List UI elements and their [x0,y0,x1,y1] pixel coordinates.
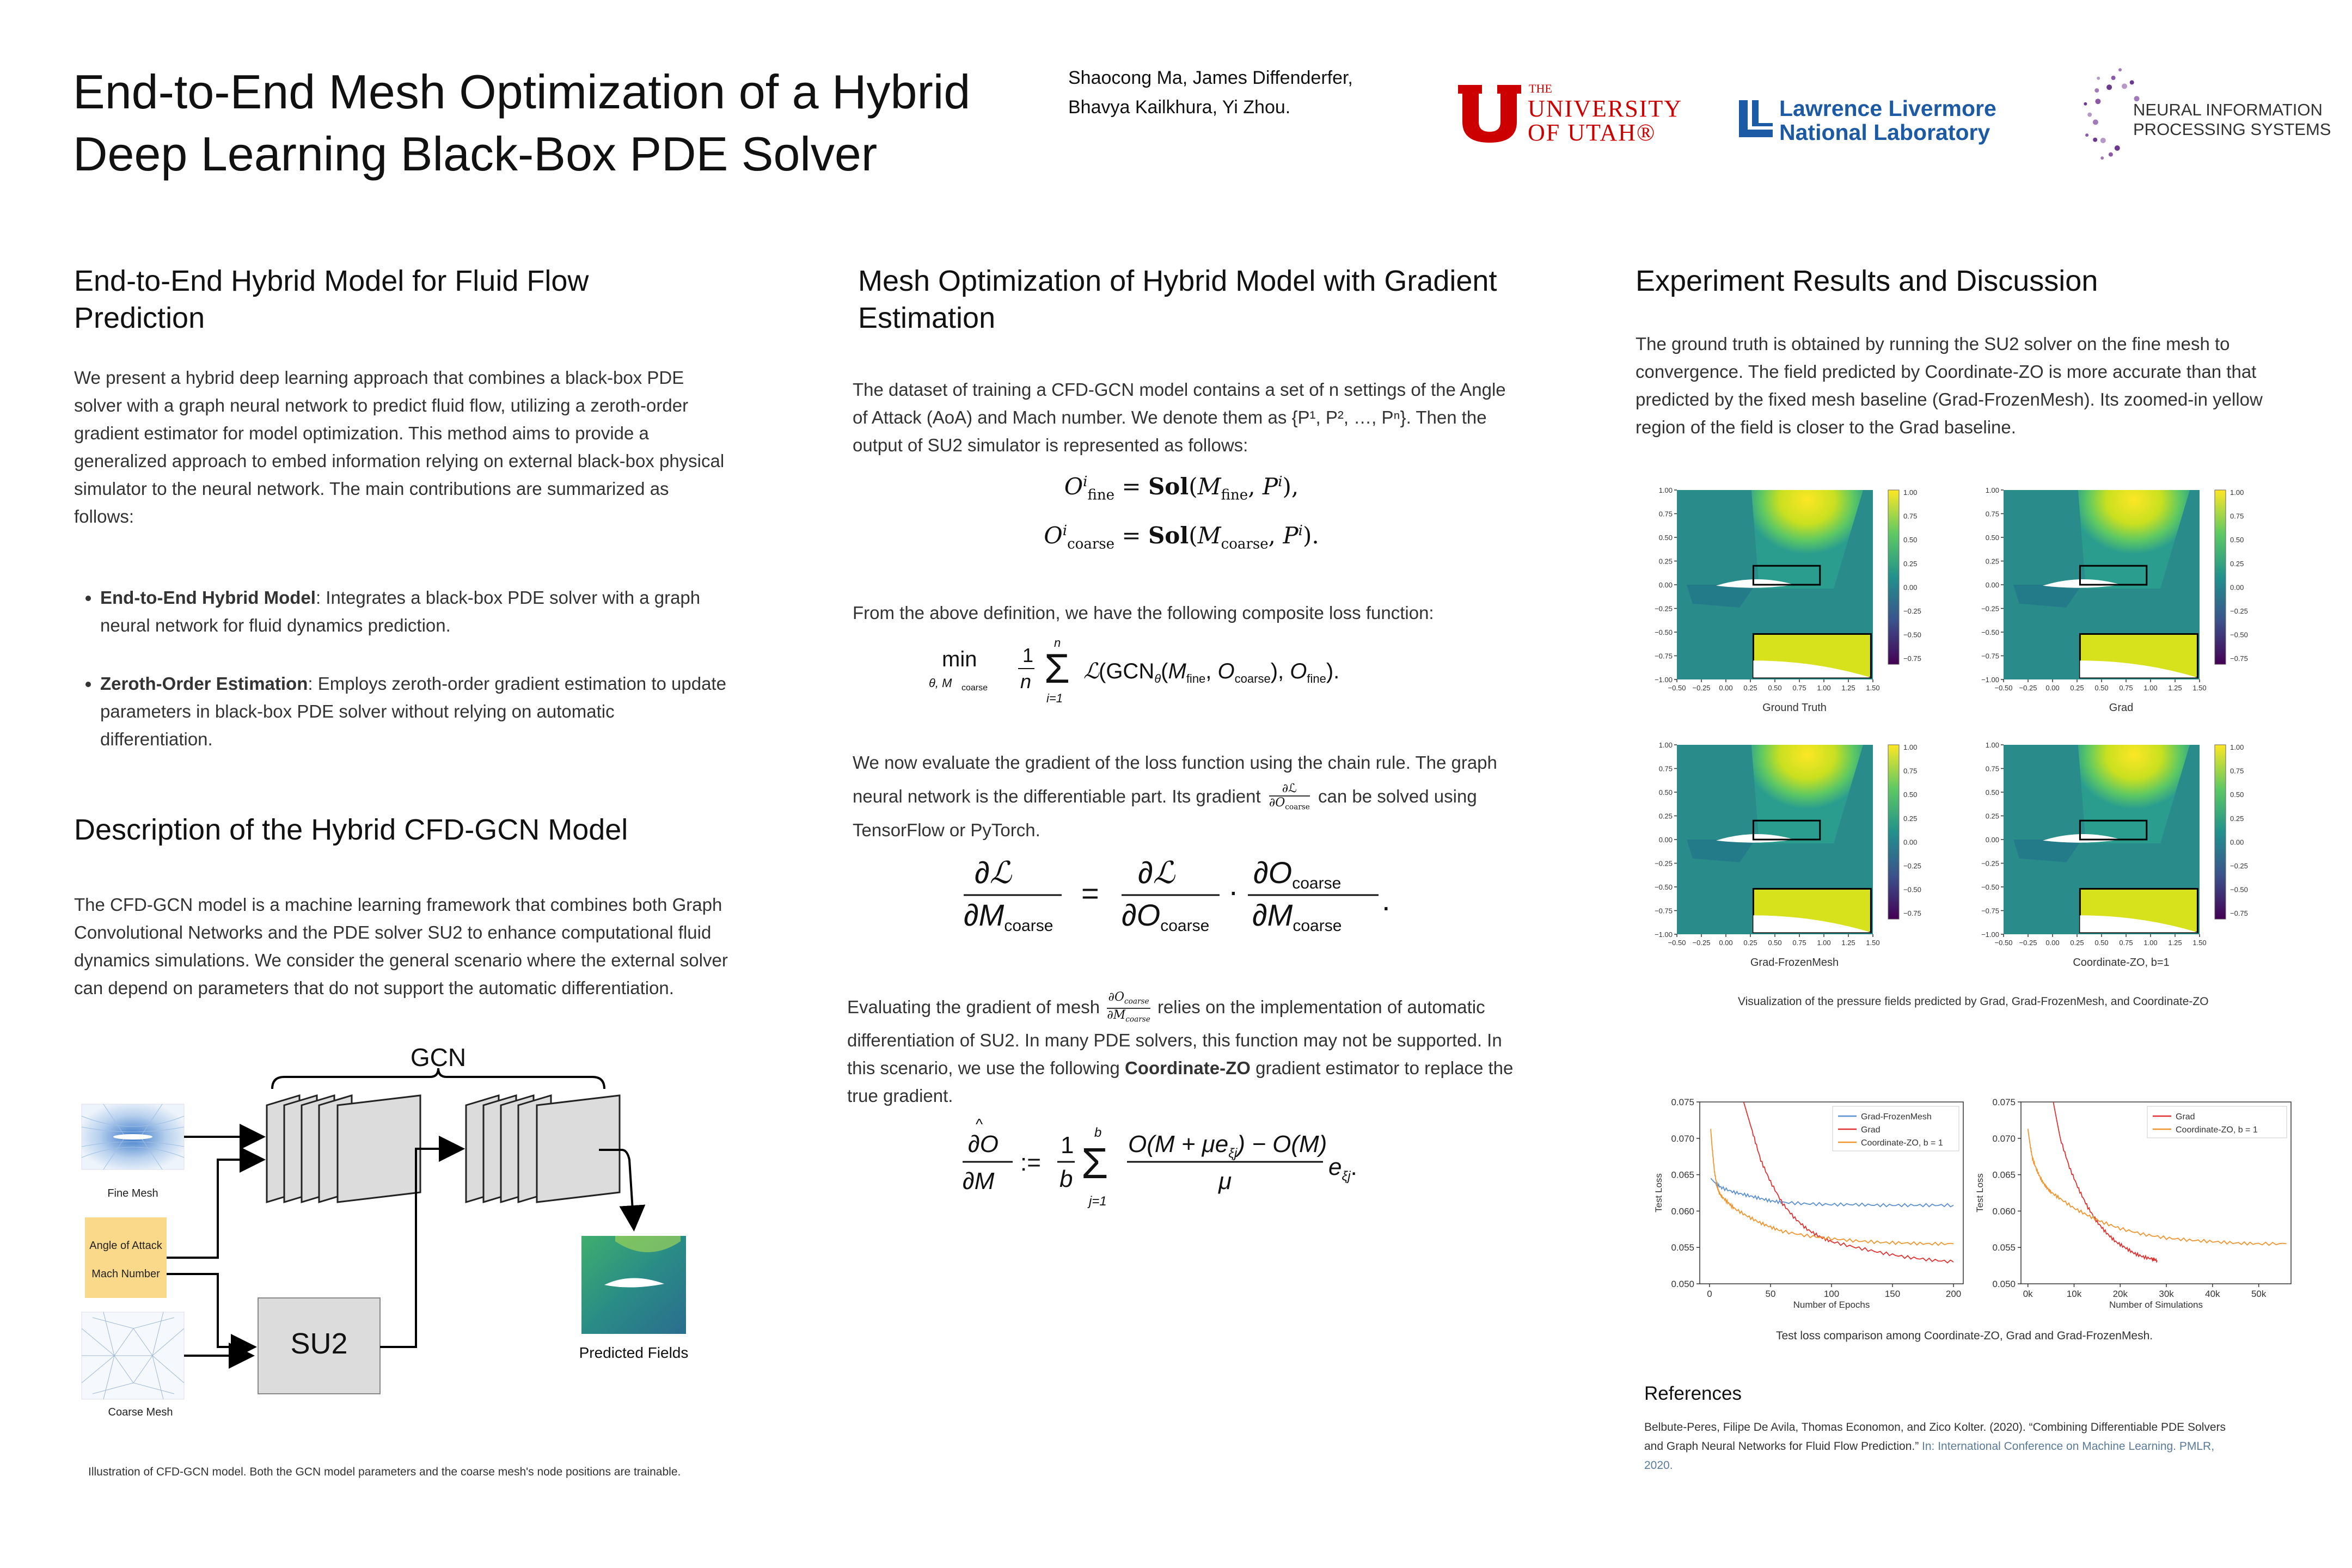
colorbar-tick: 1.00 [2230,743,2244,751]
gcn-brace [272,1068,604,1089]
field-x-tick: 0.50 [1768,939,1782,947]
field-y-tick: −0.25 [1981,604,1999,613]
svg-text:(GCNθ(Mfine, Ocoarse), Ofine).: ($GCN_\theta(M_{fine}$, $O_{coarse}$), $O_{fine}$). [1099,659,1340,685]
field-x-tick: 1.00 [2143,684,2158,692]
svg-text:·: · [1228,874,1239,908]
field-y-tick: 0.00 [1658,836,1673,844]
svg-text:O(M + μeξj) − O(M): $O(M + \mu e_{\xi j}) - O(M)$ [1128,1131,1327,1161]
neurips-dot [2115,145,2120,151]
pressure-field-panel [1981,486,2248,714]
y-tick-label: 0.055 [1992,1242,2016,1253]
predicted-field-image [581,1236,686,1334]
chain-rule-paragraph [853,746,1517,847]
section-heading-hybrid-model: End-to-End Hybrid Model for Fluid Flow Prediction [74,265,589,334]
field-y-tick: −0.75 [1655,652,1673,660]
svg-text:coarse: coarse [961,683,988,693]
colorbar-tick: 1.00 [1903,743,1918,751]
field-x-tick: 1.50 [2192,939,2207,947]
svg-text:i=1: i=1 [1046,691,1063,705]
x-tick-label: 50k [2251,1289,2267,1299]
neurips-dots-icon [2080,64,2140,173]
field-y-tick: −0.25 [1981,859,1999,868]
field-x-tick: −0.25 [1692,684,1711,692]
dataset-paragraph: The dataset of training a CFD-GCN model contains a set of n settings of the Angle of Attack (AoA) and Mach number. We denote them as {P¹, P², …, Pⁿ}. Then the output of SU2 simulator is represented as follows: [853,379,1506,455]
field-x-tick: 0.00 [2045,939,2060,947]
x-axis-label: Number of Epochs [1793,1300,1870,1310]
field-x-tick: 0.25 [1743,939,1757,947]
colorbar-tick: 0.00 [2230,838,2244,847]
neurips-dot [2095,99,2100,104]
field-y-tick: −1.00 [1981,676,1999,684]
svg-text:∂Mcoarse: ∂Mcoarse [964,898,1054,935]
colorbar-tick: −0.25 [2230,862,2248,870]
section-heading-mesh-optimization: Mesh Optimization of Hybrid Model with Gradient Estimation [858,265,1497,334]
test-loss-epochs-chart [1639,1094,1976,1312]
field-y-tick: −0.25 [1655,859,1673,868]
svg-text:^: ^ [976,1116,983,1132]
equation-coarse-output: $O^i_{coarse} = Sol(M_{coarse}$, $P^i$). [1044,522,1319,553]
svg-text:j=1: j=1 [1089,1194,1107,1209]
field-x-tick: 0.25 [1743,684,1757,692]
field-y-tick: −0.50 [1655,628,1673,636]
cfd-gcn-description: The CFD-GCN model is a machine learning framework that combines both Graph Convolutional Networks and the PDE solver SU2 to enhance computational fluid dynamics simulations. We consider the general scenario where the external solver can depend on parameters that do not support the automatic differentiation. [74,895,728,998]
llnl-emblem-icon [1737,97,1775,140]
field-y-tick: 0.25 [1658,812,1673,820]
colorbar-tick: −0.50 [2230,630,2248,639]
colorbar-tick: −0.75 [1903,654,1921,663]
title-line-1: End-to-End Mesh Optimization of a Hybrid [73,65,971,119]
field-y-tick: 1.00 [1985,741,1999,749]
references-heading: References [1644,1383,1742,1404]
field-x-tick: 1.25 [1841,684,1855,692]
svg-text:Σ: Σ [1044,646,1070,692]
field-y-tick: 0.00 [1985,836,1999,844]
pressure-field-panel [1655,486,1921,714]
field-y-tick: 0.50 [1985,534,1999,542]
y-tick-label: 0.050 [1671,1279,1694,1289]
field-y-tick: 1.00 [1658,741,1673,749]
colorbar [1888,745,1899,919]
colorbar-tick: 0.00 [1903,583,1918,592]
contribution-item-1 [100,584,727,639]
colorbar-tick: −0.50 [1903,885,1921,894]
composite-loss-equation [926,634,1470,710]
colorbar [1888,490,1899,664]
colorbar-tick: −0.50 [1903,630,1921,639]
neurips-dot [2094,88,2099,93]
y-tick-label: 0.065 [1671,1169,1694,1180]
field-y-tick: −0.25 [1655,604,1673,613]
colorbar-tick: −0.75 [1903,909,1921,918]
x-tick-label: 100 [1823,1289,1840,1299]
field-x-tick: 0.75 [2119,939,2133,947]
inline-mesh-gradient-fraction: $\partial O_{coarse}$ $\partial M_{coarse}$ [1107,990,1150,1024]
colorbar-tick: 0.50 [2230,791,2244,799]
field-panel-label: Coordinate-ZO, b=1 [2073,957,2170,969]
field-x-tick: 0.75 [1792,939,1806,947]
svg-text:eξj.: $e_{\xi j}$. [1328,1154,1357,1184]
colorbar-tick: −0.75 [2230,909,2248,918]
neurips-line-2: PROCESSING SYSTEMS [2133,120,2331,139]
colorbar-tick: 1.00 [1903,488,1918,497]
colorbar-tick: 0.25 [2230,814,2244,823]
svg-text:=: = [1081,876,1099,910]
field-x-tick: −0.25 [1692,939,1711,947]
zo-text-a: Evaluating the gradient of mesh [847,997,1100,1018]
field-x-tick: 0.75 [2119,684,2133,692]
x-tick-label: 200 [1945,1289,1962,1299]
svg-text:∂Ocoarse: ∂Ocoarse [1253,855,1342,892]
colorbar-tick: 0.25 [1903,814,1918,823]
utah-small-text: THE [1529,82,1552,95]
colorbar-tick: 0.75 [1903,767,1918,775]
field-y-tick: 0.75 [1985,510,1999,518]
llnl-line-2: National Laboratory [1779,120,1990,145]
svg-text:1: 1 [1022,644,1034,666]
neurips-logo [2080,64,2336,173]
svg-text:∂ℒ: ∂ℒ [1138,855,1175,890]
colorbar-tick: −0.25 [1903,607,1921,615]
y-tick-label: 0.060 [1992,1206,2016,1217]
x-tick-label: 150 [1884,1289,1901,1299]
svg-text:min: min [942,647,977,671]
field-y-tick: 1.00 [1985,486,1999,494]
neurips-dot [2130,80,2134,84]
pressure-field-panel [1655,741,1921,969]
reference-entry [1644,1418,2238,1475]
chain-rule-text-a: We now evaluate the gradient of the loss function using the chain rule. The graph neural network is the differentiable part. Its gradient [853,752,1497,806]
y-axis-label: Test Loss [1653,1173,1664,1212]
field-x-tick: 0.25 [2070,939,2084,947]
field-x-tick: 0.75 [1792,684,1806,692]
field-y-tick: 1.00 [1658,486,1673,494]
llnl-line-1: Lawrence Livermore [1779,96,1996,121]
svg-text:∂M: ∂M [963,1168,995,1195]
svg-text:∂Ocoarse: ∂Ocoarse [1122,898,1210,935]
x-tick-label: 50 [1765,1289,1776,1299]
svg-text:b: b [1094,1125,1102,1140]
neurips-dot [2084,102,2087,106]
utah-logo [1457,82,1686,147]
contribution-1-title: End-to-End Hybrid Model [100,587,316,608]
predicted-fields-label: Predicted Fields [579,1344,689,1361]
svg-text:∂Mcoarse: ∂Mcoarse [1252,898,1342,935]
colorbar-tick: 0.50 [1903,536,1918,544]
field-panel-label: Grad [2109,702,2134,714]
su2-label: SU2 [290,1327,348,1360]
neurips-dot [2087,113,2092,117]
field-y-tick: −0.50 [1981,628,1999,636]
aoa-mach-box [85,1217,167,1298]
field-x-tick: 0.50 [2094,684,2109,692]
legend-entry: Grad [1861,1125,1881,1135]
field-x-tick: −0.50 [1994,684,2013,692]
field-x-tick: 0.50 [1768,684,1782,692]
x-tick-label: 0k [2023,1289,2033,1299]
neurips-dot [2093,119,2098,125]
zo-text-c: gradient estimator to replace the true gradient. [847,1057,1514,1106]
colorbar-tick: −0.50 [2230,885,2248,894]
svg-text:.: . [1382,883,1391,917]
coordinate-zo-paragraph [847,991,1522,1110]
svg-text:ℒ: ℒ [1083,659,1099,683]
svg-text:Σ: Σ [1081,1139,1108,1187]
field-x-tick: −0.25 [2019,939,2037,947]
field-y-tick: 0.75 [1985,764,1999,773]
colorbar [2215,490,2226,664]
field-x-tick: −0.50 [1668,684,1686,692]
colorbar-tick: 0.50 [1903,791,1918,799]
fine-mesh-image [82,1104,184,1169]
field-x-tick: 0.50 [2094,939,2109,947]
x-tick-label: 40k [2205,1289,2220,1299]
pressure-field-caption: Visualization of the pressure fields predicted by Grad, Grad-FrozenMesh, and Coordinate-ZO [1738,995,2209,1008]
field-y-tick: −0.50 [1655,883,1673,891]
colorbar-tick: 1.00 [2230,488,2244,497]
svg-text:∂O: ∂O [968,1131,999,1157]
svg-text:θ, M: θ, M [929,676,952,690]
colorbar-tick: 0.25 [1903,559,1918,568]
colorbar-tick: 0.00 [2230,583,2244,592]
field-x-tick: −0.50 [1994,939,2013,947]
field-y-tick: 0.50 [1658,788,1673,797]
chain-rule-text-b: can be solved using TensorFlow or PyTorch. [853,786,1477,840]
y-tick-label: 0.060 [1671,1206,1694,1217]
neurips-line-1: NEURAL INFORMATION [2133,100,2323,119]
utah-line-1: UNIVERSITY [1528,95,1682,122]
colorbar-tick: 0.25 [2230,559,2244,568]
x-tick-label: 30k [2159,1289,2174,1299]
x-tick-label: 10k [2066,1289,2082,1299]
aoa-label: Angle of Attack [89,1240,162,1252]
colorbar-tick: 0.75 [1903,512,1918,520]
field-x-tick: 1.00 [1817,939,1831,947]
su2-output-equations [882,464,1481,562]
legend-entry: Grad [2176,1112,2195,1122]
svg-text:n: n [1020,670,1032,693]
reference-text: Belbute-Peres, Filipe De Avila, Thomas Economon, and Zico Kolter. (2020). “Combining Differentiable PDE Solvers and Graph Neural Networks for Fluid Flow Prediction.” [1644,1421,2226,1453]
neurips-dot [2118,68,2122,71]
mach-label: Mach Number [91,1268,160,1280]
field-x-tick: 1.00 [1817,684,1831,692]
field-y-tick: 0.75 [1658,510,1673,518]
neurips-dot [2109,152,2113,157]
y-tick-label: 0.055 [1671,1242,1694,1253]
test-loss-caption: Test loss comparison among Coordinate-ZO, Grad and Grad-FrozenMesh. [1776,1330,2153,1342]
contributions-list [74,584,727,783]
utah-u-icon [1457,84,1522,145]
colorbar [2215,745,2226,919]
svg-text::=: := [1020,1149,1041,1176]
legend-entry: Grad-FrozenMesh [1861,1112,1932,1122]
y-tick-label: 0.075 [1671,1097,1694,1107]
field-x-tick: 1.50 [1866,939,1880,947]
test-loss-simulations-chart [1967,1094,2304,1312]
authors-line-2: Bhavya Kailkhura, Yi Zhou. [1068,97,1291,118]
svg-text:∂ℒ: ∂ℒ [975,855,1012,890]
pressure-field-panel [1981,741,2248,969]
field-y-tick: −1.00 [1655,676,1673,684]
utah-line-2: OF UTAH® [1528,119,1656,146]
diagram-caption: Illustration of CFD-GCN model. Both the GCN model parameters and the coarse mesh's node positions are trainable. [88,1466,681,1478]
section-heading-results: Experiment Results and Discussion [1636,265,2098,297]
svg-text:μ: μ [1218,1168,1232,1195]
y-tick-label: 0.050 [1992,1279,2016,1289]
neurips-dot [2085,133,2088,137]
neurips-dot [2097,77,2100,80]
legend-entry: Coordinate-ZO, b = 1 [1861,1138,1943,1148]
results-paragraph: The ground truth is obtained by running the SU2 solver on the fine mesh to convergence. The field predicted by Coordinate-ZO is more accurate than that predicted by the fixed mesh baseline (Grad-FrozenMesh). Its zoomed-in yellow region of the field is closer to the Grad baseline. [1636,334,2263,437]
field-y-tick: −1.00 [1655,930,1673,939]
neurips-dot [2111,76,2116,80]
field-x-tick: 1.00 [2143,939,2158,947]
svg-text:1: 1 [1061,1132,1074,1159]
contribution-item-2 [100,670,727,753]
x-axis-label: Number of Simulations [2109,1300,2203,1310]
cfd-gcn-diagram [71,1034,751,1426]
field-x-tick: 1.25 [2168,684,2182,692]
coordinate-zo-equation [958,1116,1448,1214]
gcn-output-layers [466,1095,620,1202]
field-y-tick: −0.75 [1655,906,1673,915]
fine-mesh-label: Fine Mesh [107,1187,158,1199]
field-y-tick: 0.50 [1985,788,1999,797]
colorbar-tick: 0.75 [2230,512,2244,520]
intro-paragraph: We present a hybrid deep learning approach that combines a black-box PDE solver with a graph neural network to predict fluid flow, utilizing a zeroth-order gradient estimator for model optimization. This method aims to provide a generalized approach to embed information relying on external black-box physical simulator to the neural network. The main contributions are summarized as follows: [74,367,725,526]
colorbar-tick: −0.25 [2230,607,2248,615]
field-y-tick: 0.00 [1658,581,1673,589]
field-x-tick: −0.25 [2019,684,2037,692]
y-tick-label: 0.065 [1992,1169,2016,1180]
neurips-dot [2122,83,2127,89]
field-x-tick: 1.50 [1866,684,1880,692]
reference-venue-link[interactable]: In: International Conference on Machine Learning. PMLR, 2020. [1644,1440,2215,1472]
pressure-field-figure [1644,479,2287,980]
contribution-2-text: : Employs zeroth-order gradient estimation to update parameters in black-box PDE solver without relying on automatic differentiation. [100,673,726,749]
y-tick-label: 0.075 [1992,1097,2016,1107]
field-y-tick: 0.25 [1985,812,1999,820]
field-y-tick: −1.00 [1981,930,1999,939]
field-y-tick: 0.75 [1658,764,1673,773]
field-y-tick: 0.25 [1658,557,1673,566]
field-x-tick: 1.25 [2168,939,2182,947]
coarse-mesh-label: Coarse Mesh [108,1406,173,1418]
field-y-tick: −0.75 [1981,906,1999,915]
llnl-logo [1737,96,2042,150]
y-tick-label: 0.070 [1671,1133,1694,1144]
colorbar-tick: 0.00 [1903,838,1918,847]
equation-fine-output: $O^i_{fine} = Sol(M_{fine}$, $P^i$), [1064,473,1299,504]
field-y-tick: 0.25 [1985,557,1999,566]
field-x-tick: 0.00 [1719,684,1733,692]
neurips-dot [2100,138,2106,143]
field-x-tick: 0.25 [2070,684,2084,692]
x-tick-label: 20k [2112,1289,2128,1299]
neurips-dot [2093,138,2097,142]
section-heading-cfd-gcn: Description of the Hybrid CFD-GCN Model [74,813,628,846]
field-x-tick: 0.00 [1719,939,1733,947]
field-y-tick: 0.00 [1985,581,1999,589]
colorbar-tick: 0.75 [2230,767,2244,775]
coarse-mesh-image [82,1312,184,1399]
inline-gradient-fraction: ∂ℒ $\partial O_{coarse}$ [1269,781,1310,811]
field-panel-label: Ground Truth [1762,702,1827,714]
field-panel-label: Grad-FrozenMesh [1750,957,1839,969]
legend-entry: Coordinate-ZO, b = 1 [2176,1125,2258,1135]
x-tick-label: 0 [1707,1289,1712,1299]
y-tick-label: 0.070 [1992,1133,2016,1144]
y-axis-label: Test Loss [1975,1173,1985,1212]
zo-text-b: relies on the implementation of automatic differentiation of SU2. In many PDE solvers, this function may not be supported. In this scenario, we use the following [847,997,1502,1078]
field-x-tick: 1.50 [2192,684,2207,692]
gcn-label: GCN [410,1043,467,1071]
chain-rule-equation [958,849,1448,942]
colorbar-tick: 0.50 [2230,536,2244,544]
neurips-dot [2106,84,2112,90]
contribution-1-text: : Integrates a black-box PDE solver with a graph neural network for fluid dynamics prediction. [100,587,701,635]
colorbar-tick: −0.25 [1903,862,1921,870]
field-y-tick: −0.75 [1981,652,1999,660]
gcn-input-layers [267,1095,420,1202]
title-line-2: Deep Learning Black-Box PDE Solver [73,127,878,181]
author-list [1068,63,1449,122]
field-y-tick: 0.50 [1658,534,1673,542]
poster-title [73,61,1053,185]
svg-text:n: n [1054,636,1061,650]
contribution-2-title: Zeroth-Order Estimation [100,673,308,694]
authors-line-1: Shaocong Ma, James Diffenderfer, [1068,68,1353,88]
neurips-dot [2100,156,2104,160]
field-x-tick: 1.25 [1841,939,1855,947]
zo-text-bold: Coordinate-ZO [1124,1057,1251,1078]
svg-text:b: b [1059,1166,1073,1192]
field-x-tick: 0.00 [2045,684,2060,692]
field-y-tick: −0.50 [1981,883,1999,891]
field-x-tick: −0.50 [1668,939,1686,947]
loss-paragraph: From the above definition, we have the following composite loss function: [853,603,1434,623]
colorbar-tick: −0.75 [2230,654,2248,663]
